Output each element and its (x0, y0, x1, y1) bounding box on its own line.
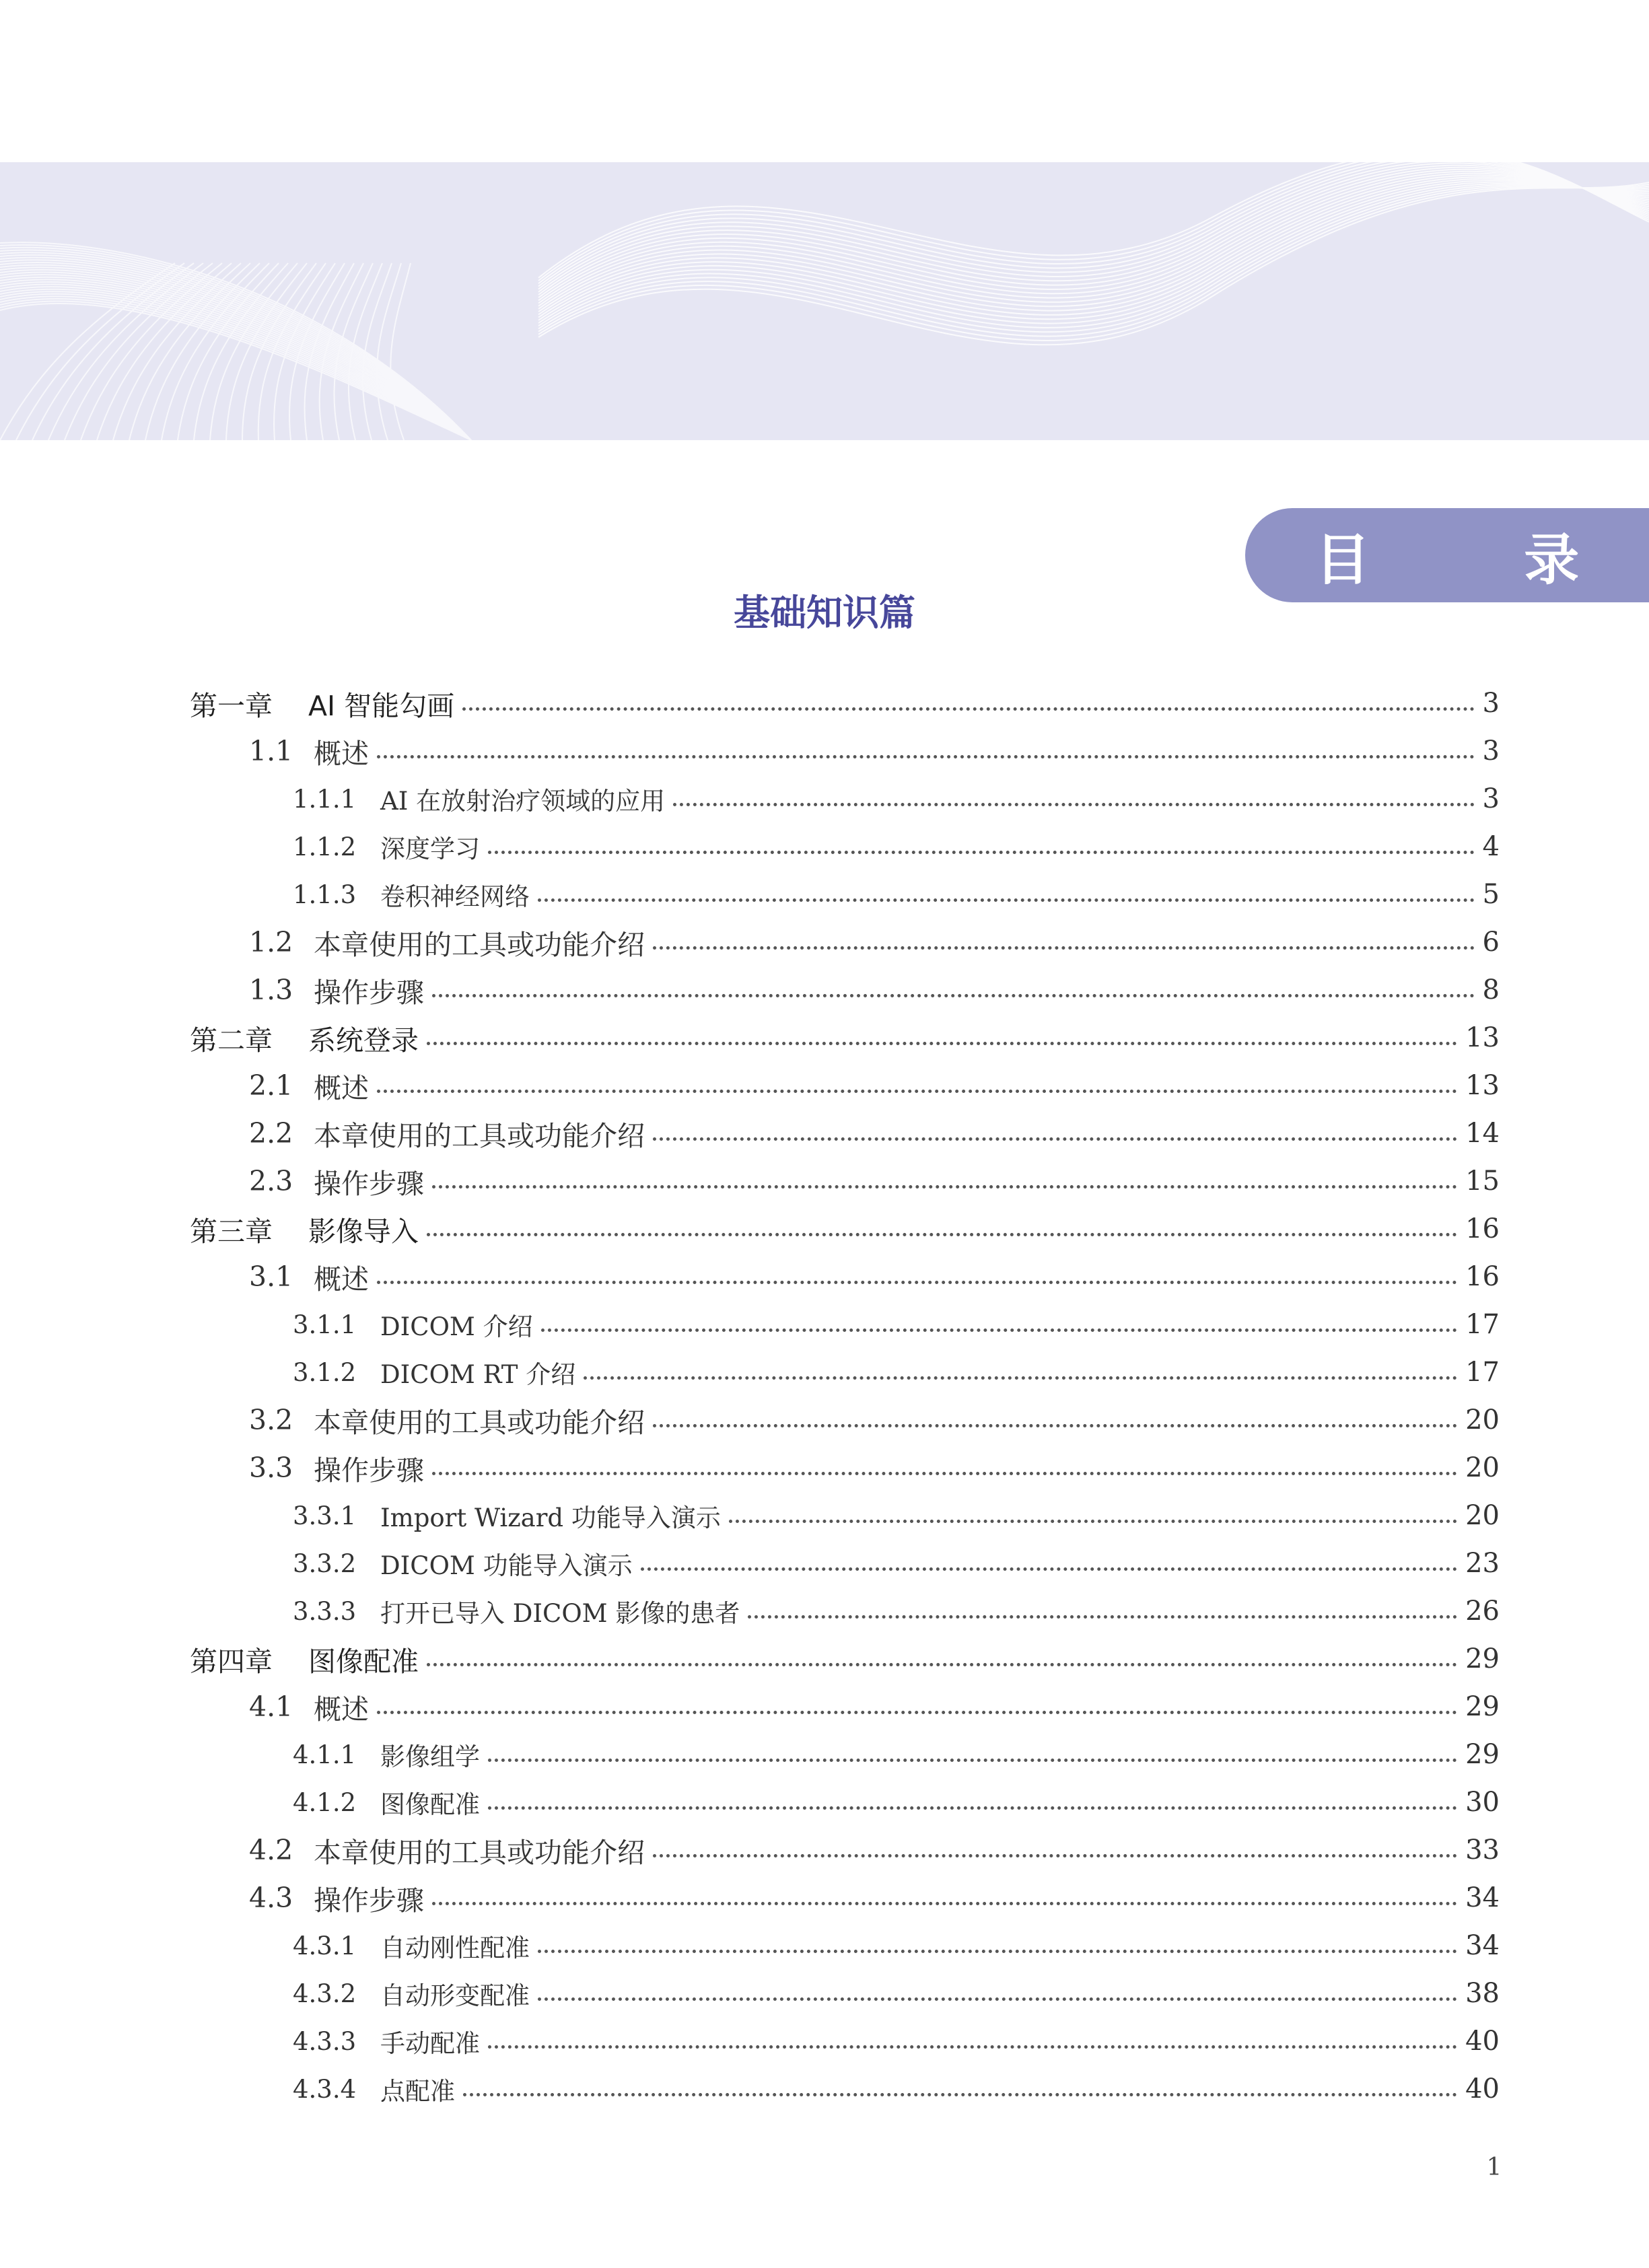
toc-entry-page: 13 (1465, 1070, 1500, 1101)
toc-entry[interactable] (293, 1731, 1500, 1778)
toc-entry-page: 26 (1465, 1596, 1500, 1627)
toc-entry-number: 4.3 (249, 1882, 293, 1914)
toc-entry[interactable] (293, 2065, 1500, 2113)
toc-entry-number: 第三章 (190, 1215, 273, 1248)
toc-entry[interactable] (293, 2018, 1500, 2065)
toc-entry-number: 2.3 (249, 1165, 293, 1197)
toc-entry-title: 本章使用的工具或功能介绍 (314, 928, 645, 961)
toc-entry[interactable] (249, 1396, 1500, 1444)
dot-leader (673, 803, 1474, 806)
toc-entry-number: 第二章 (190, 1024, 273, 1057)
toc-entry-title: 影像导入 (308, 1215, 419, 1248)
page-title: 目 录 (1314, 528, 1647, 592)
toc-entry[interactable] (293, 1779, 1500, 1826)
dot-leader (427, 1042, 1457, 1045)
toc-entry-title: 本章使用的工具或功能介绍 (314, 1836, 645, 1869)
toc-entry-title: 打开已导入 DICOM 影像的患者 (380, 1599, 740, 1628)
toc-entry-number: 1.1.2 (293, 832, 357, 861)
toc-entry-page: 20 (1465, 1500, 1500, 1531)
toc-entry[interactable] (249, 919, 1500, 966)
toc-entry-page: 13 (1465, 1022, 1500, 1053)
toc-entry-title: 点配准 (380, 2077, 455, 2106)
toc-entry-page: 20 (1465, 1452, 1500, 1483)
wave-decoration (0, 162, 1649, 440)
toc-entry-page: 33 (1465, 1835, 1500, 1866)
toc-entry-title: 概述 (314, 1693, 369, 1726)
dot-leader (432, 1472, 1457, 1475)
toc-entry-title: 操作步骤 (314, 1884, 424, 1917)
dot-leader (748, 1615, 1457, 1619)
dot-leader (538, 1997, 1457, 2001)
toc-entry-title: DICOM 功能导入演示 (380, 1551, 633, 1580)
toc-entry-page: 3 (1482, 736, 1500, 767)
toc-entry-number: 1.1.1 (293, 784, 357, 814)
toc-entry-title: Import Wizard 功能导入演示 (380, 1503, 721, 1532)
toc-entry-page: 3 (1482, 783, 1500, 814)
toc-entry[interactable] (293, 1349, 1500, 1396)
dot-leader (427, 1233, 1457, 1236)
toc-entry-number: 4.1.1 (293, 1740, 357, 1769)
toc-entry-title: 概述 (314, 737, 369, 770)
dot-leader (427, 1663, 1457, 1666)
toc-entry-title: 系统登录 (308, 1024, 419, 1057)
toc-entry-number: 4.1.2 (293, 1787, 357, 1817)
toc-entry-number: 第四章 (190, 1645, 273, 1678)
toc-entry-page: 14 (1465, 1118, 1500, 1149)
dot-leader (729, 1520, 1457, 1523)
toc-entry-number: 3.1.1 (293, 1310, 357, 1339)
toc-entry-number: 4.3.1 (293, 1931, 357, 1960)
dot-leader (377, 1090, 1457, 1093)
toc-entry-number: 4.1 (249, 1691, 293, 1723)
toc-entry-number: 2.2 (249, 1117, 293, 1149)
toc-entry-page: 8 (1482, 974, 1500, 1005)
toc-entry-title: 本章使用的工具或功能介绍 (314, 1119, 645, 1152)
toc-entry-page: 17 (1465, 1309, 1500, 1340)
toc-entry[interactable] (249, 1062, 1500, 1109)
dot-leader (653, 1137, 1457, 1141)
toc-entry-number: 4.3.4 (293, 2074, 357, 2104)
toc-entry[interactable] (293, 823, 1500, 870)
toc-entry[interactable] (293, 871, 1500, 918)
toc-entry-page: 17 (1465, 1357, 1500, 1388)
section-title: 基础知识篇 (734, 591, 915, 634)
toc-entry-title: AI 智能勾画 (308, 689, 455, 722)
dot-leader (538, 1950, 1457, 1953)
toc-entry[interactable] (249, 728, 1500, 775)
toc-entry[interactable] (249, 1683, 1500, 1730)
toc-entry-title: 本章使用的工具或功能介绍 (314, 1406, 645, 1439)
toc-entry-number: 3.3.3 (293, 1596, 357, 1626)
toc-entry-page: 5 (1482, 879, 1500, 910)
toc-entry-title: 操作步骤 (314, 976, 424, 1009)
toc-entry-title: 概述 (314, 1071, 369, 1104)
toc-entry-title: 卷积神经网络 (380, 882, 530, 911)
toc-entry-page: 29 (1465, 1643, 1500, 1674)
toc-entry-number: 4.2 (249, 1834, 293, 1866)
dot-leader (377, 755, 1475, 758)
toc-entry[interactable] (190, 680, 1500, 727)
toc-entry-title: 深度学习 (380, 835, 480, 863)
toc-entry-number: 3.3.2 (293, 1549, 357, 1578)
toc-entry-title: AI 在放射治疗领域的应用 (380, 787, 666, 816)
toc-entry-page: 15 (1465, 1166, 1500, 1197)
toc-entry[interactable] (249, 1874, 1500, 1921)
toc-entry[interactable] (249, 1253, 1500, 1300)
header-banner (0, 162, 1649, 592)
toc-entry[interactable] (190, 1205, 1500, 1252)
toc-entry-page: 40 (1465, 2026, 1500, 2057)
toc-entry[interactable] (293, 1540, 1500, 1587)
toc-entry-page: 34 (1465, 1930, 1500, 1961)
toc-entry[interactable] (249, 1110, 1500, 1157)
toc-entry-page: 20 (1465, 1405, 1500, 1436)
toc-entry-page: 40 (1465, 2074, 1500, 2104)
dot-leader (488, 1759, 1457, 1762)
toc-entry-number: 4.3.3 (293, 2026, 357, 2056)
toc-entry-number: 1.1.3 (293, 880, 357, 909)
dot-leader (377, 1711, 1457, 1714)
toc-entry-page: 6 (1482, 927, 1500, 958)
toc-entry-title: 概述 (314, 1263, 369, 1296)
toc-entry[interactable] (293, 1922, 1500, 1969)
dot-leader (653, 946, 1475, 950)
dot-leader (653, 1424, 1457, 1427)
toc-entry-number: 3.1.2 (293, 1357, 357, 1387)
toc-entry-page: 38 (1465, 1978, 1500, 2009)
toc-entry[interactable] (293, 1492, 1500, 1539)
toc-entry-title: 操作步骤 (314, 1167, 424, 1200)
toc-entry[interactable] (293, 775, 1500, 822)
toc-entry[interactable] (293, 1301, 1500, 1348)
dot-leader (432, 1902, 1457, 1905)
page-number: 1 (1486, 2154, 1502, 2181)
dot-leader (488, 2045, 1457, 2049)
dot-leader (462, 707, 1474, 711)
toc-entry-title: 手动配准 (380, 2029, 480, 2058)
toc-entry-number: 1.2 (249, 926, 293, 958)
toc-entry[interactable] (249, 966, 1500, 1014)
toc-entry-title: DICOM 介绍 (380, 1312, 533, 1341)
dot-leader (377, 1281, 1457, 1284)
dot-leader (488, 851, 1475, 854)
toc-entry-page: 4 (1482, 831, 1500, 862)
dot-leader (488, 1806, 1457, 1810)
dot-leader (432, 1185, 1457, 1189)
dot-leader (641, 1567, 1458, 1571)
toc-entry-page: 16 (1465, 1261, 1500, 1292)
toc-entry-page: 29 (1465, 1691, 1500, 1722)
toc-entry-number: 1.1 (249, 735, 293, 767)
toc-entry-number: 1.3 (249, 974, 293, 1006)
dot-leader (584, 1376, 1457, 1380)
dot-leader (463, 2093, 1457, 2096)
dot-leader (653, 1854, 1457, 1857)
toc-entry-title: 自动形变配准 (380, 1981, 530, 2010)
toc-entry[interactable] (190, 1014, 1500, 1061)
toc-entry[interactable] (249, 1827, 1500, 1874)
toc-entry-number: 3.3.1 (293, 1501, 357, 1530)
toc-entry-page: 30 (1465, 1787, 1500, 1818)
toc-entry-title: 图像配准 (380, 1790, 480, 1819)
toc-entry-page: 34 (1465, 1882, 1500, 1913)
toc-entry-number: 4.3.2 (293, 1979, 357, 2008)
toc-entry[interactable] (293, 1588, 1500, 1635)
toc-entry-number: 3.1 (249, 1261, 293, 1293)
toc-entry-page: 16 (1465, 1213, 1500, 1244)
toc-entry-number: 2.1 (249, 1069, 293, 1102)
toc-entry[interactable] (249, 1444, 1500, 1491)
toc-entry-number: 3.3 (249, 1452, 293, 1484)
toc-entry[interactable] (293, 1970, 1500, 2017)
toc-entry-page: 23 (1465, 1548, 1500, 1579)
dot-leader (432, 994, 1475, 997)
dot-leader (538, 898, 1475, 902)
toc-entry-number: 3.2 (249, 1404, 293, 1436)
toc-entry-number: 第一章 (190, 689, 273, 722)
toc-entry-title: 操作步骤 (314, 1454, 424, 1487)
toc-entry-title: 影像组学 (380, 1742, 480, 1771)
toc-entry-page: 3 (1482, 688, 1500, 719)
toc-entry-title: 图像配准 (308, 1645, 419, 1678)
toc-entry[interactable] (249, 1158, 1500, 1205)
dot-leader (541, 1328, 1458, 1332)
toc-entry-title: DICOM RT 介绍 (380, 1360, 576, 1389)
toc-entry-page: 29 (1465, 1739, 1500, 1770)
toc-entry[interactable] (190, 1635, 1500, 1682)
toc-entry-title: 自动刚性配准 (380, 1934, 530, 1962)
